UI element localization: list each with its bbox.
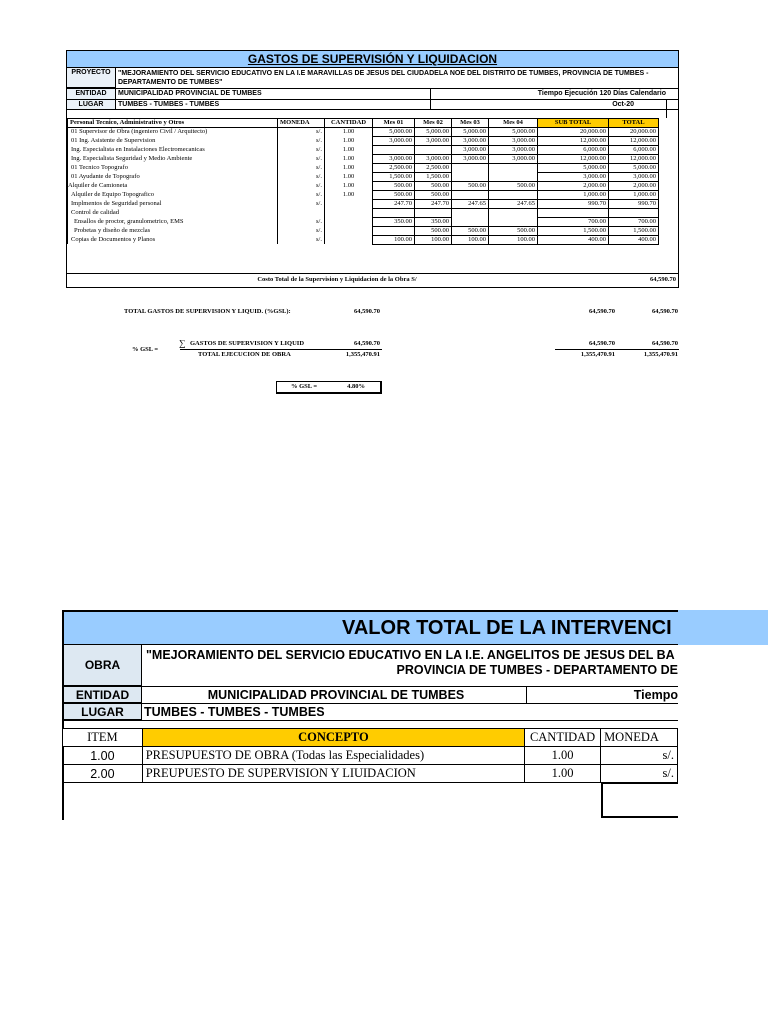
table-cell: 1.00 xyxy=(325,128,373,137)
table-cell xyxy=(538,209,609,218)
table-cell: 400.00 xyxy=(609,235,659,244)
header-mes-04: Mes 04 xyxy=(489,119,538,128)
table-cell: s/. xyxy=(278,164,325,173)
header-cantidad-2: CANTIDAD xyxy=(525,729,601,747)
title-band-extension xyxy=(678,610,768,645)
table-cell: s/. xyxy=(278,200,325,209)
table-row xyxy=(68,217,659,226)
table-cell: 3,000.00 xyxy=(452,155,489,164)
table-cell: 2.00 xyxy=(63,765,143,783)
table-cell: 3,000.00 xyxy=(609,173,659,182)
table-cell: 20,000.00 xyxy=(609,128,659,137)
total-gsl-right-2: 64,590.70 xyxy=(652,308,678,315)
table-cell: 700.00 xyxy=(609,217,659,226)
costo-total-label: Costo Total de la Supervision y Liquidacion de la Obra S/ xyxy=(257,276,417,283)
header-moneda-2: MONEDA xyxy=(601,729,678,747)
table-cell: 2,000.00 xyxy=(538,182,609,191)
table-cell: PRESUPUESTO DE OBRA (Todas las Especialidades) xyxy=(142,747,524,765)
denominator-right-2: 1,355,470.91 xyxy=(643,351,678,358)
table-cell: 3,000.00 xyxy=(538,173,609,182)
table-cell: 500.00 xyxy=(415,182,452,191)
proyecto-label: PROYECTO xyxy=(67,68,116,88)
table-cell xyxy=(325,226,373,235)
header-moneda: MONEDA xyxy=(278,119,325,128)
table-cell: s/. xyxy=(278,146,325,155)
table-cell: 5,000.00 xyxy=(489,128,538,137)
sheet-title: GASTOS DE SUPERVISIÓN Y LIQUIDACION xyxy=(67,51,678,68)
table-cell: 350.00 xyxy=(373,217,415,226)
table-cell: 1,500.00 xyxy=(538,226,609,235)
table-cell: 5,000.00 xyxy=(538,164,609,173)
obra-label: OBRA xyxy=(64,645,142,686)
table-cell: 3,000.00 xyxy=(489,146,538,155)
table-cell xyxy=(325,200,373,209)
table-cell: PREUPUESTO DE SUPERVISION Y LIUIDACION xyxy=(142,765,524,783)
valor-total-sheet xyxy=(62,610,678,820)
table-cell: 2,500.00 xyxy=(415,164,452,173)
entidad-text: MUNICIPALIDAD PROVINCIAL DE TUMBES xyxy=(118,90,262,97)
tiempo-ejecucion: Tiempo Ejecución 120 Días Calendario xyxy=(537,90,666,97)
table-cell: 500.00 xyxy=(489,226,538,235)
gsl-result-label: % GSL = xyxy=(291,383,318,390)
table-cell xyxy=(373,226,415,235)
denominator-right-1: 1,355,470.91 xyxy=(580,351,615,358)
table-cell: 1,500.00 xyxy=(373,173,415,182)
table-cell: 5,000.00 xyxy=(609,164,659,173)
table-row xyxy=(68,209,659,218)
table-cell: 12,000.00 xyxy=(538,137,609,146)
table-cell: 1.00 xyxy=(325,191,373,200)
table-cell: s/. xyxy=(278,182,325,191)
entidad-text-2: MUNICIPALIDAD PROVINCIAL DE TUMBES xyxy=(207,688,465,702)
table-cell: 01 Supervisor de Obra (ingeniero Civil / Arquitecto) xyxy=(68,128,278,137)
table-cell: 5,000.00 xyxy=(373,128,415,137)
table-cell: 500.00 xyxy=(452,226,489,235)
table-row xyxy=(68,128,659,137)
table-cell: 1,000.00 xyxy=(609,191,659,200)
fraction-line xyxy=(180,349,382,350)
table-cell: s/. xyxy=(278,217,325,226)
costo-total-value: 64,590.70 xyxy=(650,276,676,283)
table-cell: 500.00 xyxy=(373,191,415,200)
table-cell: s/. xyxy=(278,226,325,235)
header-mes-01: Mes 01 xyxy=(373,119,415,128)
table-cell: Alquiler de Equipo Topografico xyxy=(68,191,278,200)
numerator-label: GASTOS DE SUPERVISION Y LIQUID xyxy=(190,340,305,347)
table-cell: 1,000.00 xyxy=(538,191,609,200)
table-cell: 500.00 xyxy=(452,182,489,191)
entidad-label-2: ENTIDAD xyxy=(64,687,142,703)
table-row xyxy=(68,173,659,182)
numerator-value: 64,590.70 xyxy=(354,340,380,347)
valor-total-table xyxy=(62,728,678,783)
numerator-right-1: 64,590.70 xyxy=(589,340,615,347)
table-cell: 350.00 xyxy=(415,217,452,226)
table-cell xyxy=(609,209,659,218)
obra-line-2: PROVINCIA DE TUMBES - DEPARTAMENTO DE xyxy=(396,663,678,677)
table-cell: 1.00 xyxy=(325,146,373,155)
header-personal: Personal Tecnico, Administrativo y Otros xyxy=(68,119,278,128)
table-cell xyxy=(373,209,415,218)
header-mes-02: Mes 02 xyxy=(415,119,452,128)
table-cell: 1.00 xyxy=(325,182,373,191)
fraction-line-right xyxy=(555,349,679,350)
denominator-label: TOTAL EJECUCION DE OBRA xyxy=(198,351,291,358)
table-cell: s/. xyxy=(278,191,325,200)
denominator-value: 1,355,470.91 xyxy=(345,351,380,358)
table-cell: 3,000.00 xyxy=(489,155,538,164)
table-cell: 500.00 xyxy=(415,226,452,235)
table-cell xyxy=(325,209,373,218)
table-cell: s/. xyxy=(278,173,325,182)
table-cell: 1.00 xyxy=(525,765,601,783)
table-cell: s/. xyxy=(278,128,325,137)
table-header-row xyxy=(68,119,659,128)
header-sub-total: SUB TOTAL xyxy=(538,119,609,128)
table-cell: 100.00 xyxy=(452,235,489,244)
table-cell: 247.70 xyxy=(415,200,452,209)
table-cell: Ensallos de proctor, granulometrico, EMS xyxy=(68,217,278,226)
table-cell: Alquiler de Camioneta xyxy=(68,182,278,191)
costo-total-row xyxy=(67,273,678,288)
table-cell: 20,000.00 xyxy=(538,128,609,137)
table-cell: 12,000.00 xyxy=(609,155,659,164)
table-cell: 1.00 xyxy=(325,155,373,164)
table-row xyxy=(68,155,659,164)
table-cell: 100.00 xyxy=(415,235,452,244)
table-cell xyxy=(452,217,489,226)
table-cell: 01 Ing. Asistente de Supervision xyxy=(68,137,278,146)
table-cell: Probetas y diseño de mezclas xyxy=(68,226,278,235)
table-cell: 1.00 xyxy=(325,137,373,146)
total-gsl-right-1: 64,590.70 xyxy=(589,308,615,315)
table-cell: 1.00 xyxy=(325,164,373,173)
gastos-supervision-sheet xyxy=(66,50,679,288)
table-cell: 3,000.00 xyxy=(452,137,489,146)
table-cell: 100.00 xyxy=(373,235,415,244)
table-cell: 3,000.00 xyxy=(452,146,489,155)
table-row xyxy=(63,765,678,783)
table-cell: s/. xyxy=(278,155,325,164)
table-cell: 01 Ayudante de Topografo xyxy=(68,173,278,182)
table-cell: 01 Tecnico Topografo xyxy=(68,164,278,173)
table-cell xyxy=(325,217,373,226)
table-cell: 500.00 xyxy=(373,182,415,191)
table-cell: 3,000.00 xyxy=(373,137,415,146)
table-cell: 1.00 xyxy=(325,173,373,182)
table-cell: 700.00 xyxy=(538,217,609,226)
table-cell: 1,500.00 xyxy=(415,173,452,182)
table-row xyxy=(68,146,659,155)
table-cell xyxy=(452,164,489,173)
table-cell: 6,000.00 xyxy=(609,146,659,155)
table-cell: 5,000.00 xyxy=(415,128,452,137)
table-cell xyxy=(489,164,538,173)
table-cell xyxy=(489,173,538,182)
table-cell xyxy=(452,173,489,182)
gsl-result-box xyxy=(276,381,382,394)
pct-gsl-label: % GSL = xyxy=(132,346,159,353)
header-cantidad: CANTIDAD xyxy=(325,119,373,128)
lugar-label: LUGAR xyxy=(67,100,116,109)
table-header-row xyxy=(63,729,678,747)
table-cell: Implmentos de Seguridad personal xyxy=(68,200,278,209)
table-cell: 247.70 xyxy=(373,200,415,209)
table-cell xyxy=(373,146,415,155)
empty-total-cell xyxy=(601,782,678,818)
proyecto-text: "MEJORAMIENTO DEL SERVICIO EDUCATIVO EN LA I.E MARAVILLAS DE JESUS DEL CIUDADELA NOE DEL DISTRITO DE TUMBES, PROVINCIA DE TUMBES - DEPARTAMENTO DE TUMBES" xyxy=(118,70,649,86)
table-cell xyxy=(489,209,538,218)
gastos-table xyxy=(67,118,659,245)
lugar-text: TUMBES - TUMBES - TUMBES xyxy=(118,101,220,108)
table-row xyxy=(68,164,659,173)
table-row xyxy=(68,200,659,209)
table-row xyxy=(68,182,659,191)
header-total: TOTAL xyxy=(609,119,659,128)
table-cell: 12,000.00 xyxy=(538,155,609,164)
table-cell xyxy=(325,235,373,244)
table-cell: s/. xyxy=(601,765,678,783)
table-cell: 400.00 xyxy=(538,235,609,244)
table-cell: 6,000.00 xyxy=(538,146,609,155)
sigma-symbol: ∑ xyxy=(179,338,186,348)
table-cell: Copias de Documentos y Planos xyxy=(68,235,278,244)
table-cell xyxy=(489,217,538,226)
entidad-label: ENTIDAD xyxy=(67,89,116,99)
table-row xyxy=(68,226,659,235)
table-cell xyxy=(415,209,452,218)
table-row xyxy=(68,137,659,146)
numerator-right-2: 64,590.70 xyxy=(652,340,678,347)
table-cell: 2,000.00 xyxy=(609,182,659,191)
table-cell xyxy=(452,209,489,218)
table-cell: 247.65 xyxy=(489,200,538,209)
table-cell: 100.00 xyxy=(489,235,538,244)
obra-line-1: "MEJORAMIENTO DEL SERVICIO EDUCATIVO EN LA I.E. ANGELITOS DE JESUS DEL BA xyxy=(146,648,675,662)
lugar-label-2: LUGAR xyxy=(64,704,142,720)
table-cell: 2,500.00 xyxy=(373,164,415,173)
fecha: Oct-20 xyxy=(612,101,634,108)
table-cell: 500.00 xyxy=(489,182,538,191)
table-cell: 1,500.00 xyxy=(609,226,659,235)
table-cell: 5,000.00 xyxy=(452,128,489,137)
table-cell: 3,000.00 xyxy=(415,137,452,146)
table-cell xyxy=(415,146,452,155)
table-cell xyxy=(489,191,538,200)
tiempo-text-2: Tiempo xyxy=(633,688,678,702)
table-cell: 3,000.00 xyxy=(373,155,415,164)
total-gsl-value: 64,590.70 xyxy=(354,308,380,315)
header-item: ITEM xyxy=(63,729,143,747)
total-gsl-label: TOTAL GASTOS DE SUPERVISION Y LIQUID. (%GSL): xyxy=(124,308,291,315)
table-cell: 1.00 xyxy=(63,747,143,765)
table-cell: 3,000.00 xyxy=(489,137,538,146)
table-cell: Ing. Especialista Seguridad y Medio Ambiente xyxy=(68,155,278,164)
table-cell: Ing. Especialista en Instalaciones Electromecanicas xyxy=(68,146,278,155)
header-mes-03: Mes 03 xyxy=(452,119,489,128)
table-row xyxy=(63,747,678,765)
table-row xyxy=(68,191,659,200)
table-cell: 12,000.00 xyxy=(609,137,659,146)
table-cell: s/. xyxy=(278,235,325,244)
table-cell xyxy=(452,191,489,200)
table-cell: 990.70 xyxy=(609,200,659,209)
table-cell: s/. xyxy=(601,747,678,765)
table-cell: 500.00 xyxy=(415,191,452,200)
lugar-text-2: TUMBES - TUMBES - TUMBES xyxy=(144,705,325,719)
table-cell: 247.65 xyxy=(452,200,489,209)
sheet2-title: VALOR TOTAL DE LA INTERVENCI xyxy=(62,610,678,645)
table-cell: 990.70 xyxy=(538,200,609,209)
table-cell: 3,000.00 xyxy=(415,155,452,164)
gsl-result-value: 4.80% xyxy=(347,383,365,390)
table-cell: s/. xyxy=(278,137,325,146)
table-cell xyxy=(278,209,325,218)
header-concepto: CONCEPTO xyxy=(142,729,524,747)
table-cell: Control de calidad xyxy=(68,209,278,218)
table-cell: 1.00 xyxy=(525,747,601,765)
table-row xyxy=(68,235,659,244)
